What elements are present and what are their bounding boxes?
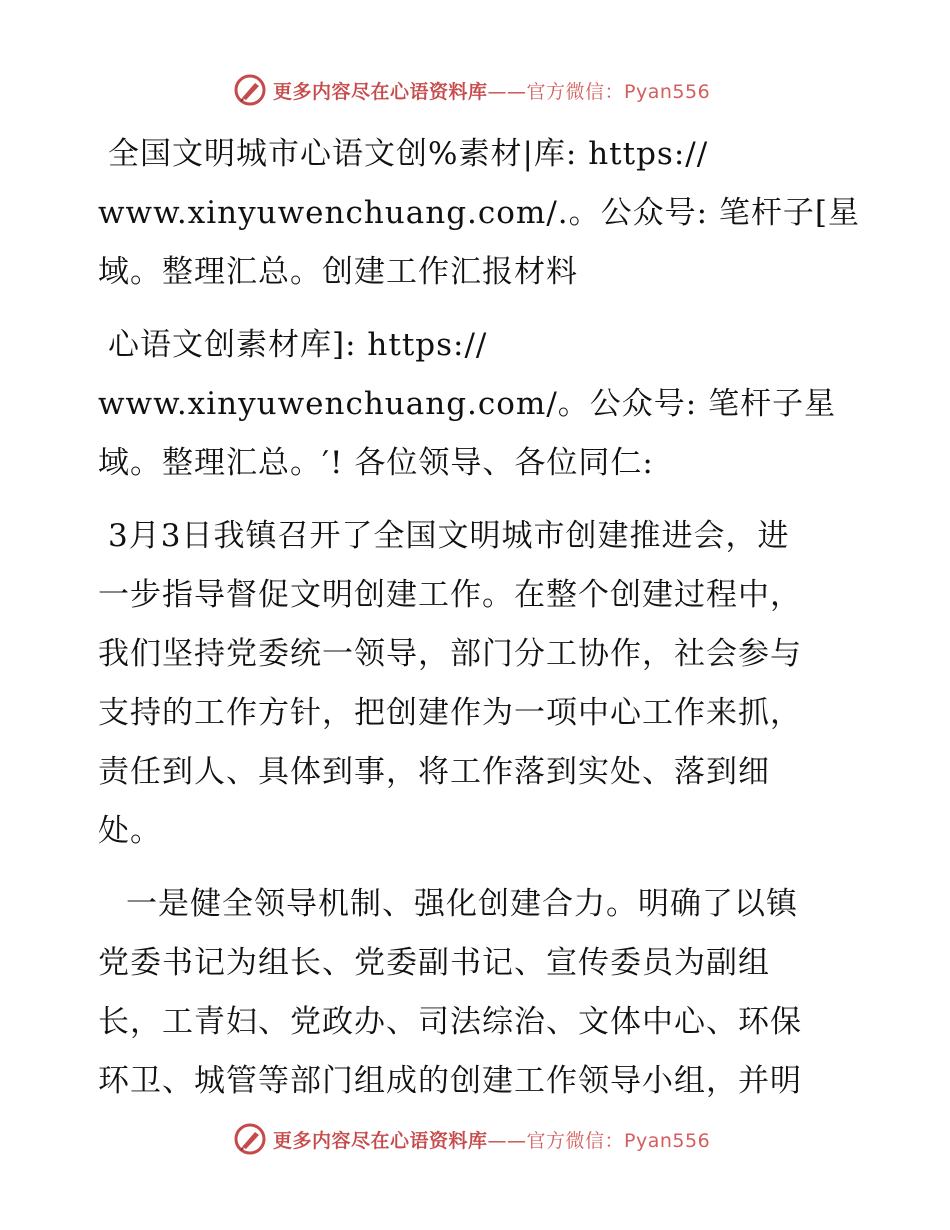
paragraph-1 (98, 125, 861, 302)
text-line: 党委书记为组长、党委副书记、宣传委员为副组 (98, 945, 770, 981)
header-text (273, 77, 710, 104)
pen-logo-icon (233, 1122, 267, 1156)
paragraph-4 (98, 875, 858, 1111)
footer-dash: —— (487, 1129, 527, 1152)
header-banner (233, 72, 710, 108)
text-line: 一是健全领导机制、强化创建合力。明确了以镇 (126, 886, 798, 922)
text-line: 处。 (98, 813, 162, 849)
text-line: 支持的工作方针，把创建作为一项中心工作来抓， (98, 695, 802, 731)
footer-banner (233, 1121, 710, 1157)
paragraph-3 (98, 507, 858, 861)
footer-site-name: 更多内容尽在心语资料库 (273, 1129, 488, 1152)
text-line: 域。整理汇总。′! 各位领导、各位同仁: (98, 445, 654, 481)
paragraph-2 (98, 316, 858, 493)
text-line: 3月3日我镇召开了全国文明城市创建推进会，进 (108, 518, 790, 554)
header-dash: —— (487, 80, 527, 103)
text-line: 长，工青妇、党政办、司法综治、文体中心、环保 (98, 1004, 802, 1040)
footer-wechat-id: Pyan556 (624, 1129, 711, 1152)
footer-text (273, 1126, 710, 1153)
footer-wechat-label: 官方微信： (526, 1129, 625, 1152)
text-line: 责任到人、具体到事，将工作落到实处、落到细 (98, 754, 770, 790)
text-line: 一步指导督促文明创建工作。在整个创建过程中， (98, 577, 802, 613)
pen-logo-icon (233, 73, 267, 107)
text-line: www.xinyuwenchuang.com/。公众号: 笔杆子星 (98, 386, 837, 422)
text-line: 我们坚持党委统一领导，部门分工协作，社会参与 (98, 636, 802, 672)
header-wechat-label: 官方微信： (526, 80, 625, 103)
text-line: 环卫、城管等部门组成的创建工作领导小组，并明 (98, 1063, 802, 1099)
document-body (98, 125, 861, 1125)
header-wechat-id: Pyan556 (624, 80, 711, 103)
header-site-name: 更多内容尽在心语资料库 (273, 80, 488, 103)
text-line: 全国文明城市心语文创%素材|库: https:// (108, 136, 709, 172)
text-line: 域。整理汇总。创建工作汇报材料 (98, 254, 578, 290)
text-line: 心语文创素材库]: https:// (108, 327, 488, 363)
text-line: www.xinyuwenchuang.com/.。公众号: 笔杆子[星 (98, 195, 861, 231)
